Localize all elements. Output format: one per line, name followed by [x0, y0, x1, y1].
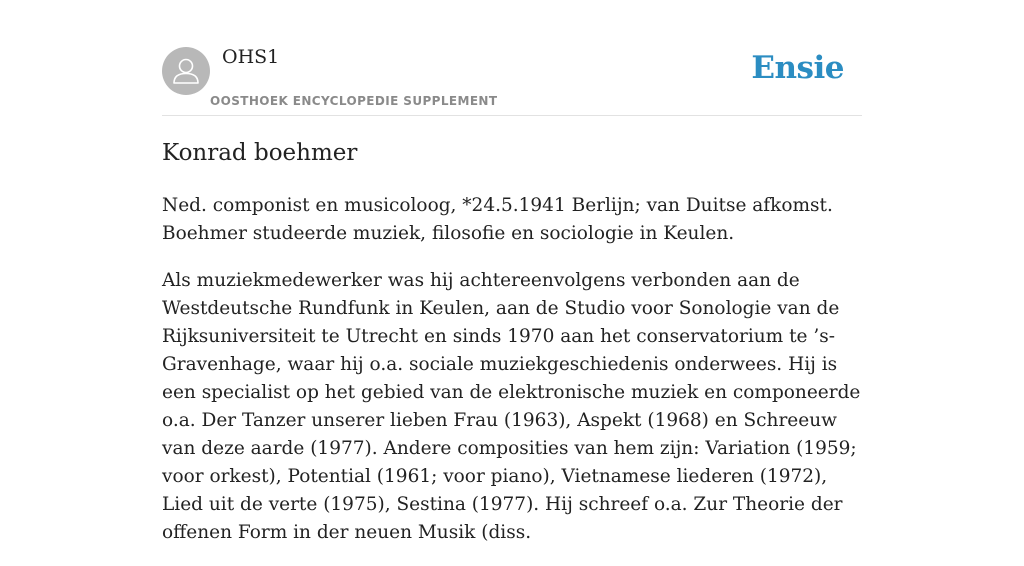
article-paragraph: Als muziekmedewerker was hij achtereenvolgens verbonden aan de Westdeutsche Rundfunk in Keulen, aan de Studio voor Sonologie van de Rijksuniversiteit te Utrecht en sinds 1970 aan het conservatorium te ’s-Gravenhage, waar hij o.a. sociale muziekgeschiedenis onderwees. Hij is een specialist op het gebied van de elektronische muziek en componeerde o.a. Der Tanzer unserer lieben Frau (1963), Aspekt (1968) en Schreeuw van deze aarde (1977). Andere composities van hem zijn: Variation (1959; voor orkest), Potential (1961; voor piano), Vietnamese liederen (1972), Lied uit de verte (1975), Sestina (1977). Hij schreef o.a. Zur Theorie der offenen Form in der neuen Musik (diss.	[162, 270, 861, 543]
article-body	[162, 192, 864, 566]
article-title: Konrad boehmer	[162, 140, 358, 166]
author-avatar[interactable]	[162, 47, 210, 95]
article-header	[162, 46, 862, 116]
ensie-logo-link[interactable]: Ensie	[751, 50, 844, 86]
author-name[interactable]: OHS1	[222, 46, 280, 68]
article-paragraph: Ned. componist en musicoloog, *24.5.1941 Berlijn; van Duitse afkomst. Boehmer studeerde muziek, filosofie en sociologie in Keulen.	[162, 195, 833, 244]
source-subtitle[interactable]: OOSTHOEK ENCYCLOPEDIE SUPPLEMENT	[210, 94, 498, 108]
user-icon	[162, 47, 210, 95]
